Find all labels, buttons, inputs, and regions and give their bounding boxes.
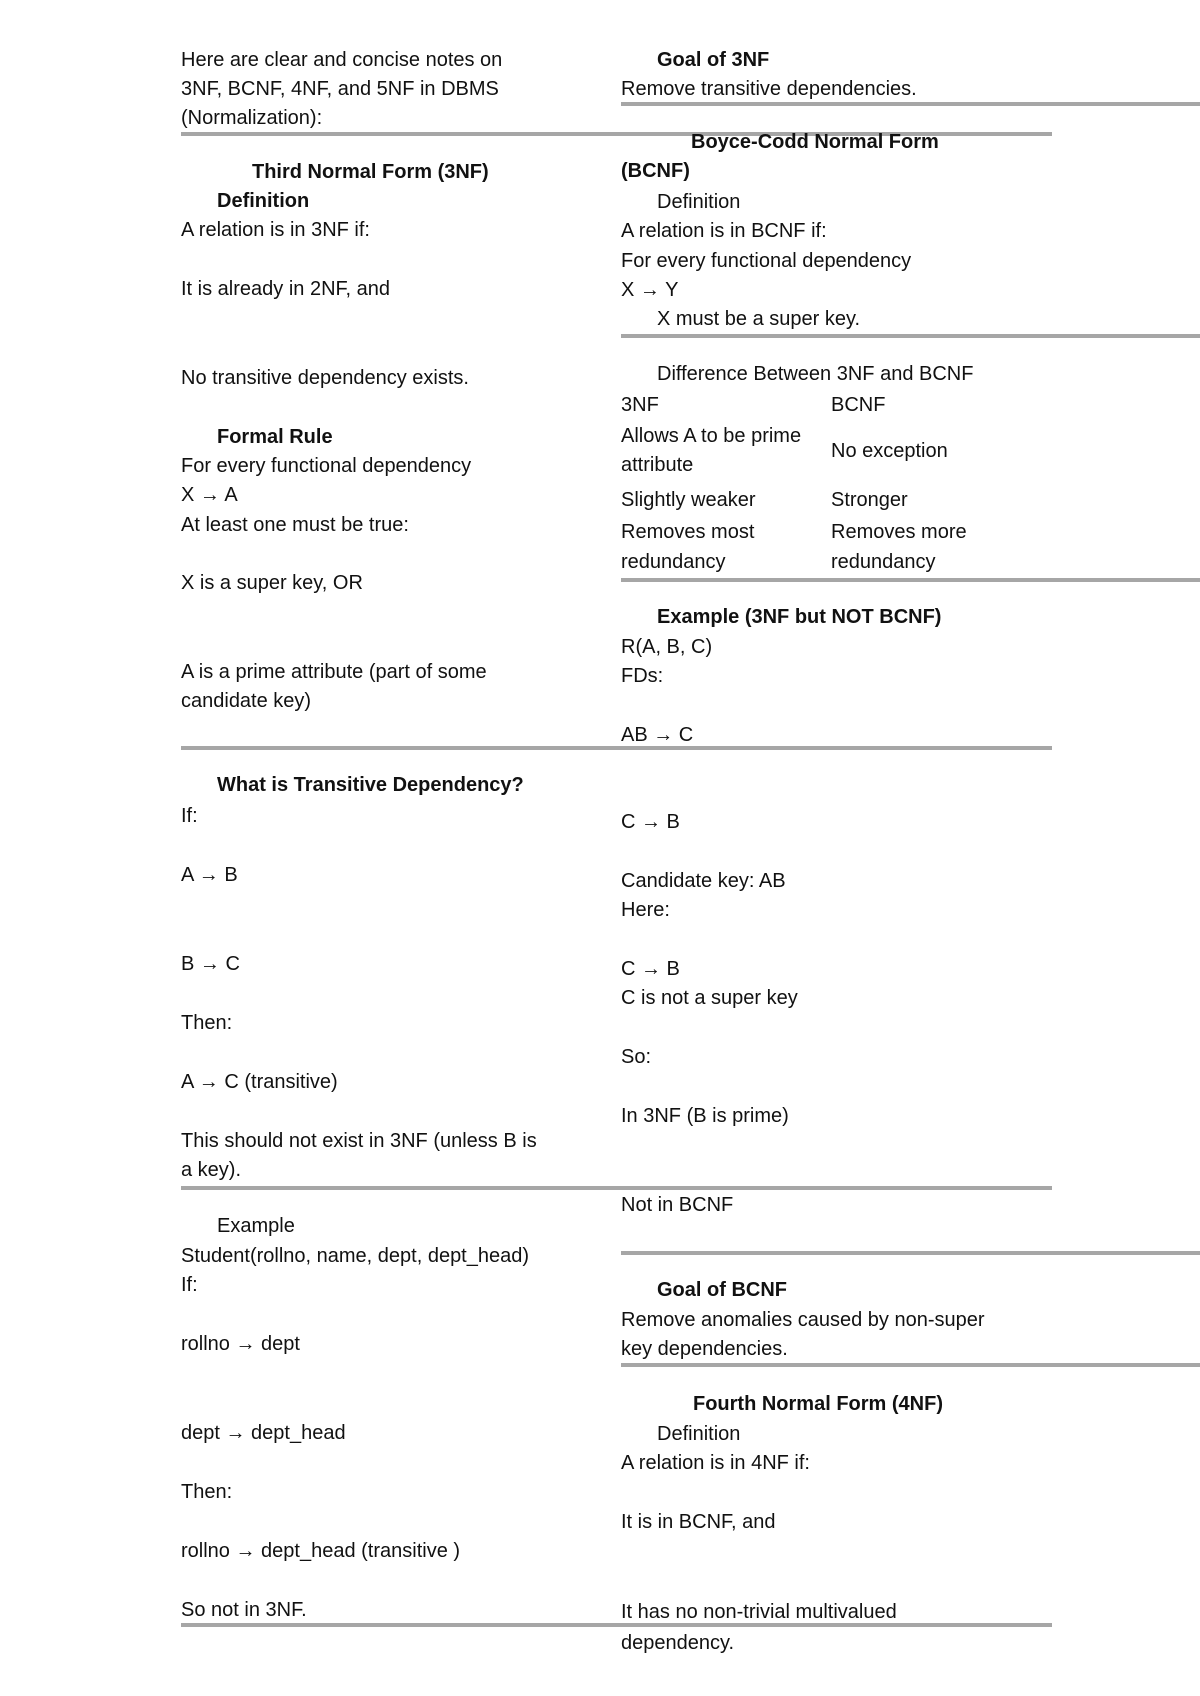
table-cell: Removes more (831, 521, 967, 543)
example-line: rollno → dept_head (transitive ) (181, 1540, 461, 1562)
goal-3nf-text: Remove transitive dependencies. (621, 78, 917, 100)
definition-heading: Definition (217, 190, 310, 212)
transitive-line: A → B (181, 864, 238, 886)
section-divider (181, 746, 1052, 750)
definition-heading: Definition (657, 1423, 741, 1445)
section-divider (621, 1363, 1200, 1367)
definition-heading: Definition (657, 191, 741, 213)
example-line: C → B (621, 958, 680, 980)
table-cell: Removes most (621, 521, 755, 543)
definition-line: A relation is in BCNF if: (621, 220, 827, 242)
example-line: dept → dept_head (181, 1422, 346, 1444)
example-line: Candidate key: AB (621, 870, 786, 892)
goal-3nf-heading: Goal of 3NF (657, 49, 770, 71)
section-divider (621, 102, 1200, 106)
section-divider (621, 1251, 1200, 1255)
section-divider (181, 1623, 1052, 1627)
table-cell: No exception (831, 440, 948, 462)
definition-line: X must be a super key. (657, 308, 861, 330)
definition-line: No transitive dependency exists. (181, 367, 469, 389)
transitive-line: If: (181, 805, 198, 827)
definition-line: A relation is in 4NF if: (621, 1452, 810, 1474)
intro-line-3: (Normalization): (181, 107, 323, 129)
example-line: C is not a super key (621, 987, 798, 1009)
example-line: C → B (621, 811, 680, 833)
definition-line: For every functional dependency (621, 250, 912, 272)
intro-line-1: Here are clear and concise notes on (181, 49, 503, 71)
table-header-bcnf: BCNF (831, 394, 886, 416)
goal-bcnf-text: Remove anomalies caused by non-super (621, 1309, 985, 1331)
example-line: rollno → dept (181, 1333, 300, 1355)
example-line: Not in BCNF (621, 1194, 734, 1216)
section-divider (621, 334, 1200, 338)
transitive-heading: What is Transitive Dependency? (217, 774, 524, 796)
transitive-line: B → C (181, 953, 240, 975)
definition-line: dependency. (621, 1632, 735, 1654)
example-line: So: (621, 1046, 652, 1068)
transitive-line: Then: (181, 1012, 233, 1034)
example-line: Student(rollno, name, dept, dept_head) (181, 1245, 530, 1267)
formal-rule-line: For every functional dependency (181, 455, 472, 477)
example-conclusion: So not in 3NF. (181, 1599, 307, 1621)
section-title-3nf: Third Normal Form (3NF) (252, 161, 489, 183)
table-cell: attribute (621, 454, 694, 476)
transitive-note: a key). (181, 1159, 242, 1181)
example-heading: Example (217, 1215, 295, 1237)
table-cell: Allows A to be prime (621, 425, 802, 447)
formal-rule-line: X → A (181, 484, 238, 506)
example-line: If: (181, 1274, 198, 1296)
definition-line: X → Y (621, 279, 679, 301)
goal-bcnf-heading: Goal of BCNF (657, 1279, 787, 1301)
formal-rule-line: A is a prime attribute (part of some (181, 661, 487, 683)
intro-line-2: 3NF, BCNF, 4NF, and 5NF in DBMS (181, 78, 499, 100)
formal-rule-line: X is a super key, OR (181, 572, 363, 594)
formal-rule-line: candidate key) (181, 690, 312, 712)
table-cell: Slightly weaker (621, 489, 756, 511)
transitive-note: This should not exist in 3NF (unless B is (181, 1130, 537, 1152)
example-line: FDs: (621, 665, 664, 687)
section-divider (181, 1186, 1052, 1190)
example-line: AB → C (621, 724, 694, 746)
transitive-line: A → C (transitive) (181, 1071, 338, 1093)
example-line: Then: (181, 1481, 233, 1503)
section-divider (621, 578, 1200, 582)
definition-line: A relation is in 3NF if: (181, 219, 370, 241)
formal-rule-line: At least one must be true: (181, 514, 409, 536)
table-cell: redundancy (831, 551, 936, 573)
example-line: Here: (621, 899, 670, 921)
difference-heading: Difference Between 3NF and BCNF (657, 363, 974, 385)
formal-rule-heading: Formal Rule (217, 426, 333, 448)
section-title-bcnf: Boyce-Codd Normal Form (691, 131, 939, 153)
example-heading: Example (3NF but NOT BCNF) (657, 606, 942, 628)
table-cell: redundancy (621, 551, 726, 573)
definition-line: It has no non-trivial multivalued (621, 1601, 897, 1623)
definition-line: It is already in 2NF, and (181, 278, 390, 300)
table-header-3nf: 3NF (621, 394, 659, 416)
goal-bcnf-text: key dependencies. (621, 1338, 788, 1360)
example-line: In 3NF (B is prime) (621, 1105, 789, 1127)
section-title-bcnf: (BCNF) (621, 160, 690, 182)
example-line: R(A, B, C) (621, 636, 713, 658)
table-cell: Stronger (831, 489, 908, 511)
section-title-4nf: Fourth Normal Form (4NF) (693, 1393, 943, 1415)
definition-line: It is in BCNF, and (621, 1511, 776, 1533)
